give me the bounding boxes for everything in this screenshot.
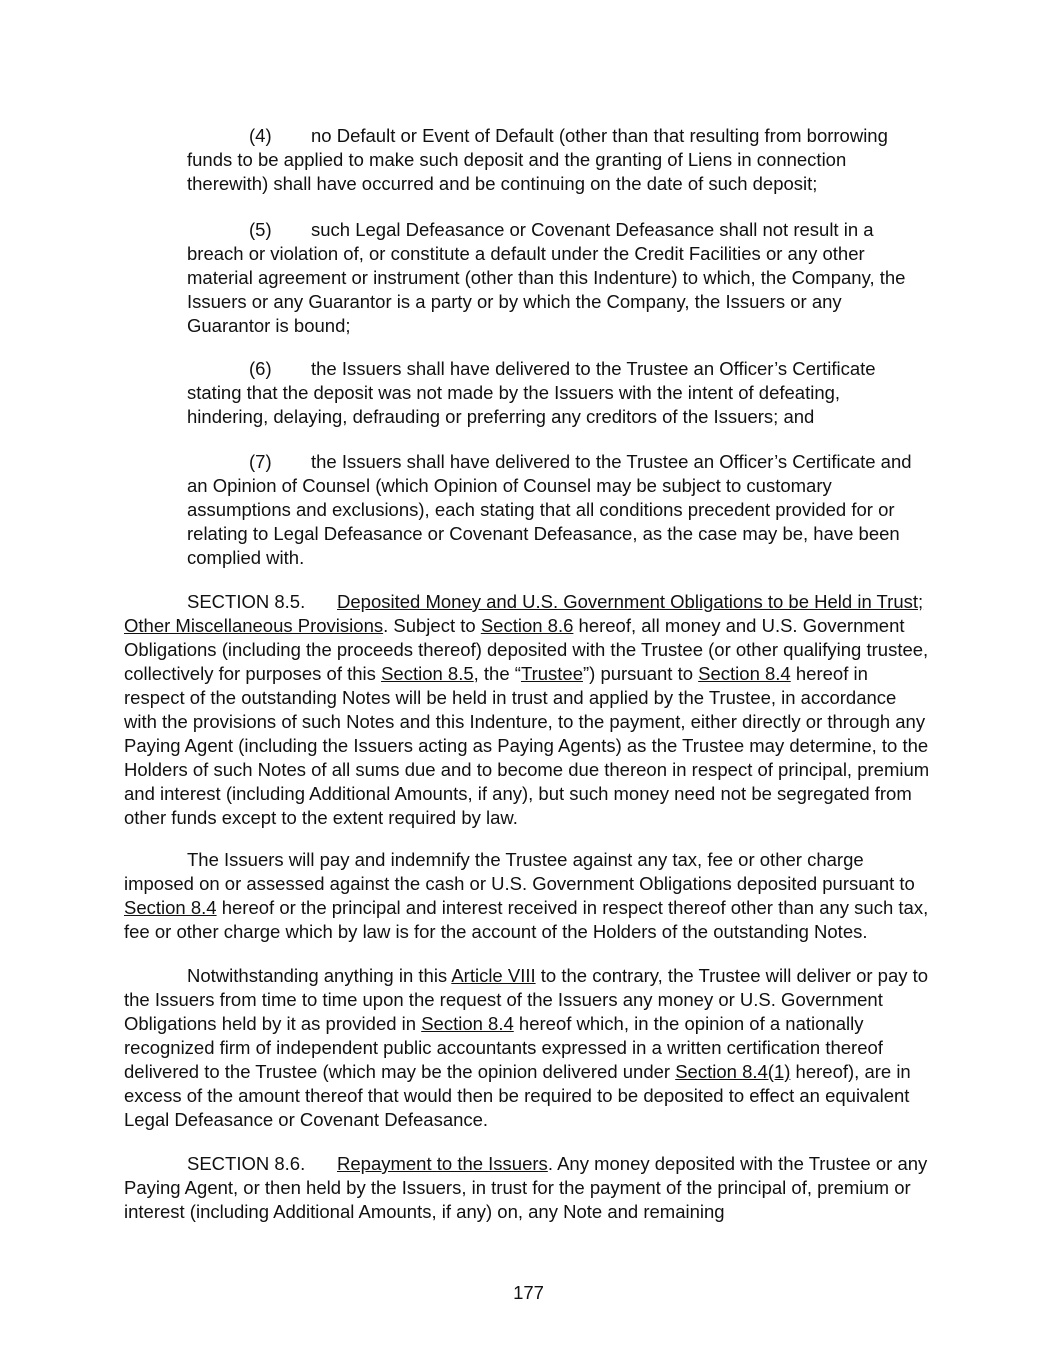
paragraph-text: hereof which, in the opinion of a nationally recognized firm of independent public accountants expressed in a written certification thereof delivered to the Trustee (which may be the opinion delivered under [124, 1013, 883, 1082]
section-8-6 [124, 1152, 932, 1224]
section-8-5 [124, 590, 932, 830]
page-number: 177 [513, 1282, 544, 1303]
cross-reference: Section 8.4 [124, 897, 217, 918]
paragraph-indemnify [124, 848, 932, 944]
section-text: hereof, all money and U.S. Government Obligations (including the proceeds thereof) deposited with the Trustee (or other qualifying trustee, collectively for purposes of this [124, 615, 929, 684]
cross-reference: Section 8.4 [421, 1013, 514, 1034]
paragraph-text: hereof or the principal and interest received in respect thereof other than any such tax, fee or other charge which by law is for the account of the Holders of the outstanding Notes. [124, 897, 929, 942]
clause-number: (4) [249, 125, 272, 146]
section-title: Deposited Money and U.S. Government Obligations to be Held in Trust; Other Miscellaneous Provisions [124, 591, 924, 636]
section-number: SECTION 8.5. [187, 591, 306, 612]
clause-text: such Legal Defeasance or Covenant Defeasance shall not result in a breach or violation of, or constitute a default under the Credit Facilities or any other material agreement or instrument (other than this Indenture) to which, the Company, the Issuers or any Guarantor is a party or by which the Company, the Issuers or any Guarantor is bound; [187, 219, 906, 336]
section-number: SECTION 8.6. [187, 1153, 306, 1174]
cross-reference: Section 8.6 [480, 615, 574, 636]
clause-text: the Issuers shall have delivered to the Trustee an Officer’s Certificate stating that the deposit was not made by the Issuers with the intent of defeating, hindering, delaying, defrauding or preferring any creditors of the Issuers; and [187, 358, 876, 427]
clause-number: (5) [249, 219, 272, 240]
clause-text: no Default or Event of Default (other than that resulting from borrowing funds to be applied to make such deposit and the granting of Liens in connection therewith) shall have occurred and be continuing on the date of such deposit; [187, 125, 888, 194]
clause-number: (7) [249, 451, 272, 472]
paragraph-text: Notwithstanding anything in this [187, 965, 452, 986]
clause-text: the Issuers shall have delivered to the Trustee an Officer’s Certificate and an Opinion of Counsel (which Opinion of Counsel may be subject to customary assumptions and exclusions), each stating that all conditions precedent provided for or relating to Legal Defeasance or Covenant Defeasance, as the case may be, have been complied with. [187, 451, 912, 568]
clause-number: (6) [249, 358, 272, 379]
paragraph-text: to the contrary, the Trustee will deliver or pay to the Issuers from time to time upon the request of the Issuers any money or U.S. Government Obligations held by it as provided in [124, 965, 929, 1034]
paragraph-text: hereof), are in excess of the amount thereof that would then be required to be deposited to effect an equivalent Legal Defeasance or Covenant Defeasance. [124, 1061, 911, 1130]
cross-reference: Section 8.4 [698, 663, 791, 684]
section-text: , the “ [473, 663, 521, 684]
cross-reference: Section 8.4(1) [675, 1061, 791, 1082]
section-text: hereof in respect of the outstanding Notes will be held in trust and applied by the Trustee, in accordance with the provisions of such Notes and this Indenture, to the payment, either directly or through any Paying Agent (including the Issuers acting as Paying Agents) as the Trustee may determine, to the Holders of such Notes of all sums due and to become due thereon in respect of principal, premium and interest (including Additional Amounts, if any), but such money need not be segregated from other funds except to the extent required by law. [124, 663, 930, 828]
section-title: Repayment to the Issuers [337, 1153, 548, 1174]
paragraph-notwithstanding [124, 964, 932, 1132]
cross-reference: Section 8.5 [381, 663, 474, 684]
section-text: . Any money deposited with the Trustee or any Paying Agent, or then held by the Issuers, in trust for the payment of the principal of, premium or interest (including Additional Amounts, if any) on, any Note and remaining [124, 1153, 928, 1222]
clause-6 [187, 357, 922, 429]
clause-5 [187, 218, 922, 338]
paragraph-text: The Issuers will pay and indemnify the Trustee against any tax, fee or other charge imposed on or assessed against the cash or U.S. Government Obligations deposited pursuant to [124, 849, 915, 894]
clause-7 [187, 450, 922, 570]
defined-term: Trustee [520, 663, 583, 684]
section-text: . Subject to [383, 615, 481, 636]
cross-reference: Article VIII [451, 965, 536, 986]
section-text: ”) pursuant to [582, 663, 699, 684]
clause-4 [187, 124, 922, 196]
